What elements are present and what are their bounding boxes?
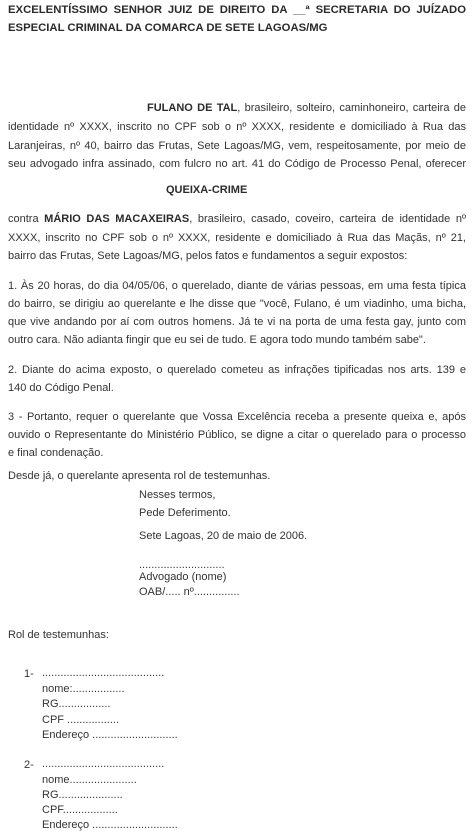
- lawyer-name: Advogado (nome): [139, 571, 227, 583]
- intro-line-2: identidade nº XXXX, inscrito no CPF sob o nº XXXX, residente e domiciliado à Rua das: [8, 121, 466, 133]
- witness-1-rg: RG.................: [42, 698, 111, 710]
- against-line-3: bairro das Frutas, Sete Lagoas/MG, pelos fatos e fundamentos a seguir expostos:: [8, 250, 408, 262]
- item-1-line-1: 1. Às 20 horas, do dia 04/05/06, o querelado, diante de várias pessoas, em uma festa típica: [8, 280, 466, 292]
- witness-2-address: Endereço ............................: [42, 819, 178, 831]
- witness-1-name: nome:.................: [42, 683, 125, 695]
- item-3-line-1: 3 - Portanto, requer o querelante que Vossa Excelência receba a presente queixa e, após: [8, 411, 466, 423]
- item-2-line-2: 140 do Código Penal.: [8, 382, 114, 394]
- item-2-line-1: 2. Diante do acima exposto, o querelado cometeu as infrações tipificadas nos arts. 139 e: [8, 364, 466, 376]
- item-3-line-2: ouvido o Representante do Ministério Público, se digne a citar o querelado para o processo: [8, 429, 466, 441]
- item-1-line-4: outro cara. Não adianta fingir que eu sei de tudo. E agora todo mundo também sabe".: [8, 334, 426, 346]
- document-title: QUEIXA-CRIME: [166, 184, 248, 196]
- witness-2-rg: RG.....................: [42, 789, 123, 801]
- intro-line-1: [147, 102, 466, 114]
- oab-number: OAB/..... nº...............: [139, 586, 240, 598]
- item-1-line-2: do bairro, se dirigiu ao querelante e lhe disse que "você, Fulano, é um viadinho, uma bicha,: [8, 298, 466, 310]
- witness-1-number: 1-: [24, 668, 34, 680]
- document-heading-line-2: ESPECIAL CRIMINAL DA COMARCA DE SETE LAGOAS/MG: [8, 22, 328, 34]
- against-line-1-text: , brasileiro, casado, coveiro, carteira de identidade nº: [189, 213, 466, 225]
- against-line-2: XXXX, inscrito no CPF sob o nº XXXX, residente e domiciliado à Rua das Maçãs, nº 21,: [8, 232, 466, 244]
- witness-2-number: 2-: [24, 759, 34, 771]
- witness-1-blank: ........................................: [42, 667, 165, 679]
- witness-2-name: nome......................: [42, 774, 137, 786]
- against-prefix: contra: [8, 213, 45, 225]
- defendant-name: MÁRIO DAS MACAXEIRAS: [44, 213, 190, 225]
- witness-list-title: Rol de testemunhas:: [8, 629, 109, 641]
- witness-2-blank: ........................................: [42, 758, 165, 770]
- intro-line-1-text: , brasileiro, solteiro, caminhoneiro, carteira de: [237, 102, 466, 114]
- witness-1-address: Endereço ............................: [42, 729, 178, 741]
- signature-line: ............................: [139, 559, 225, 571]
- witness-1-cpf: CPF .................: [42, 714, 120, 726]
- place-and-date: Sete Lagoas, 20 de maio de 2006.: [139, 530, 308, 542]
- document-heading-line-1: EXCELENTÍSSIMO SENHOR JUIZ DE DIREITO DA __ª SECRETARIA DO JUÍZADO: [8, 4, 466, 16]
- intro-line-4: seu advogado infra assinado, com fulcro no art. 41 do Código de Processo Penal, oferecer: [8, 158, 466, 170]
- plaintiff-name: FULANO DE TAL: [147, 102, 238, 114]
- item-3-line-3: e final condenação.: [8, 447, 104, 459]
- closing-line-2: Pede Deferimento.: [139, 507, 231, 519]
- witness-2-cpf: CPF..................: [42, 804, 118, 816]
- witness-note: Desde já, o querelante apresenta rol de testemunhas.: [8, 470, 271, 482]
- intro-line-3: Laranjeiras, nº 40, bairro das Frutas, Sete Lagoas/MG, vem, respeitosamente, por meio de: [8, 140, 466, 152]
- against-line-1: [8, 213, 466, 225]
- item-1-line-3: que vive andando por aí com outros homens. Já te vi na porta de uma festa gay, junto com: [8, 316, 466, 328]
- closing-line-1: Nesses termos,: [139, 489, 216, 501]
